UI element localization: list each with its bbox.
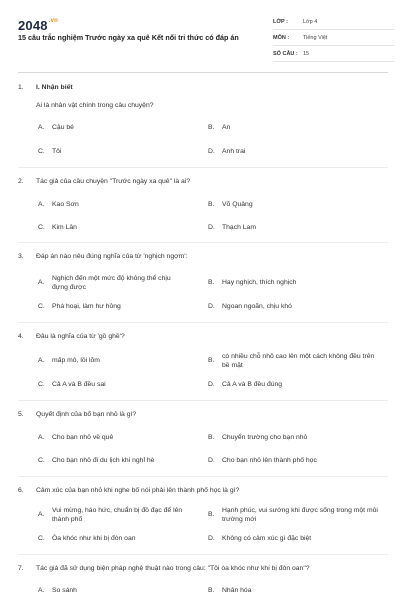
meta-value: Lớp 4 bbox=[303, 18, 318, 25]
meta-row-grade bbox=[273, 14, 395, 30]
option-text: Không có cảm xúc gì đặc biệt bbox=[222, 534, 312, 542]
question-number: 4. bbox=[18, 333, 24, 340]
option-text: So sánh bbox=[52, 586, 77, 594]
option-key: D. bbox=[208, 380, 215, 388]
option-text: Ngoan ngoãn, chịu khó bbox=[222, 302, 292, 310]
option-text: Võ Quảng bbox=[222, 200, 253, 208]
option-text: Cho bạn nhỏ đi du lịch khi nghỉ hè bbox=[52, 456, 155, 464]
question-separator bbox=[18, 400, 388, 401]
question-7 bbox=[18, 564, 388, 597]
option-text: Vui mừng, háo hức, chuẩn bị đồ đạc để lên thành phố bbox=[52, 506, 183, 523]
option-text: Òa khóc như khi bị đòn oan bbox=[52, 534, 136, 542]
option-a[interactable] bbox=[38, 504, 208, 526]
logo-text: 2048 bbox=[18, 18, 48, 33]
option-text: có nhiều chỗ nhô cao lên một cách không đều trên bề mặt bbox=[222, 352, 375, 369]
meta-value: Tiếng Việt bbox=[303, 34, 328, 41]
option-b[interactable] bbox=[208, 121, 378, 134]
question-text: Đâu là nghĩa của từ 'gồ ghề'? bbox=[36, 333, 125, 340]
header-divider bbox=[18, 72, 388, 73]
question-text: Ai là nhân vật chính trong câu chuyện? bbox=[36, 102, 154, 109]
question-number: 6. bbox=[18, 487, 24, 494]
option-key: D. bbox=[208, 302, 215, 310]
meta-key: MÔN : bbox=[273, 34, 290, 41]
option-key: B. bbox=[208, 200, 215, 208]
option-key: C. bbox=[38, 302, 45, 310]
option-text: Cho bạn nhỏ lên thành phố học bbox=[222, 456, 317, 464]
option-text: mấp mô, lồi lõm bbox=[52, 357, 100, 365]
option-key: A. bbox=[38, 511, 45, 519]
meta-key: SỐ CÂU : bbox=[273, 50, 298, 57]
meta-panel bbox=[273, 14, 395, 62]
option-c[interactable] bbox=[38, 378, 208, 391]
option-c[interactable] bbox=[38, 221, 208, 234]
option-a[interactable] bbox=[38, 272, 208, 294]
question-text: Tác giả của câu chuyện "Trước ngày xa quê" là ai? bbox=[36, 178, 191, 185]
option-a[interactable] bbox=[38, 431, 208, 444]
option-key: D. bbox=[208, 456, 215, 464]
meta-row-count bbox=[273, 46, 395, 62]
option-key: C. bbox=[38, 380, 45, 388]
option-key: B. bbox=[208, 586, 215, 594]
option-a[interactable] bbox=[38, 584, 208, 597]
option-key: A. bbox=[38, 586, 45, 594]
question-head bbox=[18, 252, 388, 262]
question-text: Quyết định của bố bạn nhỏ là gì? bbox=[36, 411, 137, 418]
option-c[interactable] bbox=[38, 300, 208, 313]
option-key: B. bbox=[208, 433, 215, 441]
option-text: Cả A và B đều đúng bbox=[222, 380, 283, 388]
question-head bbox=[18, 332, 388, 342]
option-text: Hay nghịch, thích nghịch bbox=[222, 279, 297, 287]
option-d[interactable] bbox=[208, 532, 378, 545]
option-key: A. bbox=[38, 123, 45, 131]
question-head bbox=[18, 410, 388, 420]
option-key: A. bbox=[38, 279, 45, 287]
options bbox=[18, 504, 388, 545]
question-head bbox=[18, 564, 388, 574]
option-key: C. bbox=[38, 534, 45, 542]
options bbox=[18, 272, 388, 313]
section-heading: I. Nhận biết bbox=[36, 84, 73, 91]
options bbox=[18, 350, 388, 391]
question-separator bbox=[18, 167, 388, 168]
option-key: C. bbox=[38, 456, 45, 464]
question-2 bbox=[18, 177, 388, 234]
option-text: Tôi bbox=[52, 147, 62, 155]
option-text: Cậu bé bbox=[52, 123, 74, 131]
question-number: 7. bbox=[18, 565, 24, 572]
question-separator bbox=[18, 322, 388, 323]
option-key: A. bbox=[38, 357, 45, 365]
options bbox=[18, 431, 388, 467]
option-d[interactable] bbox=[208, 300, 378, 313]
option-text: Cả A và B đều sai bbox=[52, 380, 106, 388]
page-title: 15 câu trắc nghiệm Trước ngày xa quê Kết nối tri thức có đáp án bbox=[18, 33, 239, 42]
option-text: Phá hoại, làm hư hỏng bbox=[52, 302, 121, 310]
option-text: Nhân hóa bbox=[222, 586, 252, 594]
option-key: D. bbox=[208, 223, 215, 231]
option-text: Cho bạn nhỏ về quê bbox=[52, 433, 114, 441]
option-d[interactable] bbox=[208, 454, 378, 467]
option-a[interactable] bbox=[38, 121, 208, 134]
question-3 bbox=[18, 252, 388, 313]
question-number: 5. bbox=[18, 411, 24, 418]
options bbox=[18, 198, 388, 234]
option-text: Kim Lân bbox=[52, 223, 77, 231]
question-text: Đáp án nào nêu đúng nghĩa của từ 'nghịch ngợm': bbox=[36, 253, 188, 260]
option-c[interactable] bbox=[38, 532, 208, 545]
option-a[interactable] bbox=[38, 198, 208, 211]
option-d[interactable] bbox=[208, 378, 378, 391]
option-d[interactable] bbox=[208, 145, 378, 158]
question-separator bbox=[18, 476, 388, 477]
option-key: C. bbox=[38, 147, 45, 155]
option-b[interactable] bbox=[208, 198, 378, 211]
option-key: A. bbox=[38, 433, 45, 441]
option-text: Kao Sơn bbox=[52, 200, 79, 208]
options bbox=[18, 584, 388, 597]
question-5 bbox=[18, 410, 388, 467]
question-separator bbox=[18, 242, 388, 243]
option-c[interactable] bbox=[38, 454, 208, 467]
question-head bbox=[18, 177, 388, 187]
option-text: Anh trai bbox=[222, 147, 246, 155]
question-number: 1. bbox=[18, 84, 24, 91]
meta-row-subject bbox=[273, 30, 395, 46]
option-b[interactable] bbox=[208, 350, 378, 372]
logo-suffix: .vn bbox=[48, 18, 59, 24]
option-text: Nghịch đến một mức độ không thể chịu đựng được bbox=[52, 274, 171, 291]
option-key: D. bbox=[208, 534, 215, 542]
options bbox=[18, 121, 388, 158]
option-key: B. bbox=[208, 123, 215, 131]
option-text: Hạnh phúc, vui sướng khi được sống trong một môi trường mới bbox=[222, 506, 378, 523]
question-number: 2. bbox=[18, 178, 24, 185]
option-key: C. bbox=[38, 223, 45, 231]
question-head bbox=[18, 83, 388, 93]
question-6 bbox=[18, 486, 388, 545]
question-text: Cảm xúc của bạn nhỏ khi nghe bố nói phải lên thành phố học là gì? bbox=[36, 487, 240, 494]
option-key: D. bbox=[208, 147, 215, 155]
option-text: Chuyển trường cho bạn nhỏ bbox=[222, 433, 308, 441]
option-key: B. bbox=[208, 357, 215, 365]
page-header bbox=[18, 0, 388, 70]
option-key: B. bbox=[208, 511, 215, 519]
option-b[interactable] bbox=[208, 272, 378, 294]
question-4 bbox=[18, 332, 388, 391]
option-d[interactable] bbox=[208, 221, 378, 234]
question-1 bbox=[18, 83, 388, 158]
option-text: An bbox=[222, 123, 231, 131]
question-text: Tác giả đã sử dụng biện pháp nghệ thuật nào trong câu: "Tôi òa khóc như khi bị đòn oan"? bbox=[36, 565, 310, 572]
option-c[interactable] bbox=[38, 145, 208, 158]
option-b[interactable] bbox=[208, 584, 378, 597]
option-b[interactable] bbox=[208, 504, 378, 526]
option-key: B. bbox=[208, 279, 215, 287]
question-head bbox=[18, 486, 388, 496]
meta-value: 15 bbox=[303, 50, 310, 57]
question-separator bbox=[18, 554, 388, 555]
option-text: Thạch Lam bbox=[222, 223, 257, 231]
option-key: A. bbox=[38, 200, 45, 208]
meta-key: LỚP : bbox=[273, 18, 288, 25]
question-number: 3. bbox=[18, 253, 24, 260]
option-a[interactable] bbox=[38, 350, 208, 372]
option-b[interactable] bbox=[208, 431, 378, 444]
site-logo[interactable] bbox=[18, 18, 58, 33]
